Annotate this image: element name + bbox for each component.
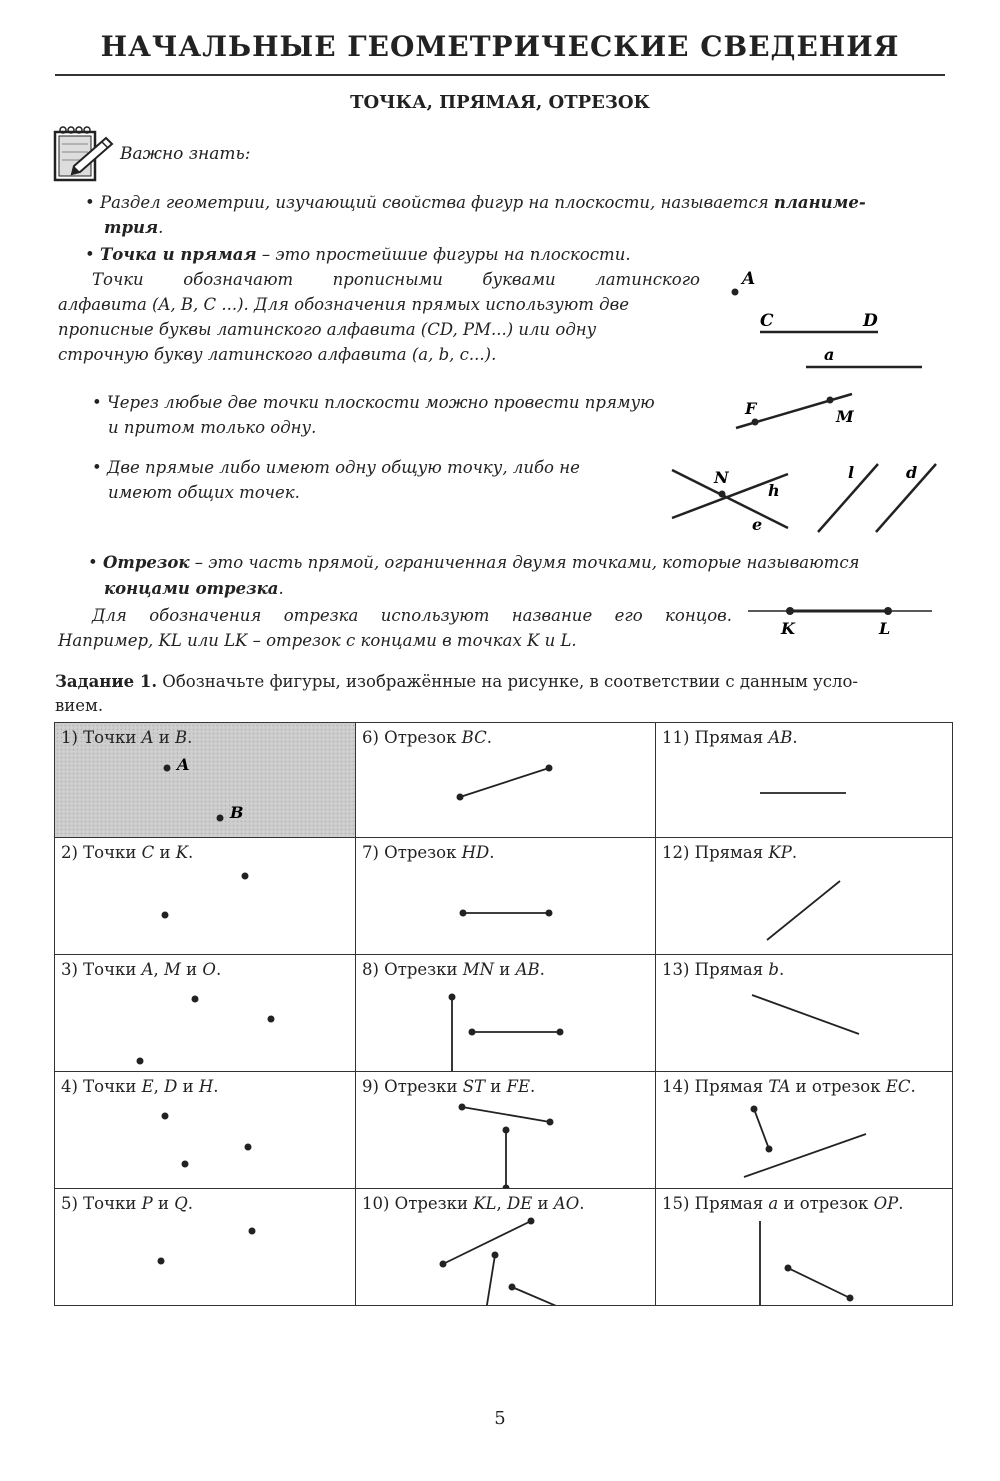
cell-label: 2) Точки C и K. — [61, 843, 194, 862]
cell-label: 11) Прямая AB. — [662, 728, 798, 747]
page-title: НАЧАЛЬНЫЕ ГЕОМЕТРИЧЕСКИЕ СВЕДЕНИЯ — [100, 30, 900, 63]
exercise-table — [54, 722, 953, 1306]
theory-notation-line1: Точки обозначают прописными буквами латинского — [92, 270, 700, 289]
theory-planimetry-cont — [104, 215, 163, 240]
term-segment-ends: концами отрезка — [104, 579, 279, 598]
cell-1[interactable] — [55, 723, 356, 838]
cell-label: 14) Прямая TA и отрезок EC. — [662, 1077, 916, 1096]
task-text-cont: вием. — [55, 696, 104, 715]
label-a-lower: a — [824, 345, 835, 364]
point-dot — [164, 765, 171, 772]
term-planimetry: планиме- — [773, 193, 866, 212]
cell-11-figure — [656, 723, 952, 837]
figure-segment-kl — [748, 598, 938, 642]
cell-label: 5) Точки P и Q. — [61, 1194, 193, 1213]
table-row — [55, 838, 953, 955]
notepad-pencil-icon — [52, 124, 114, 190]
theory-segment-naming-line1: Для обозначения отрезка используют название его концов. — [92, 606, 732, 625]
point-n-dot — [719, 491, 726, 498]
theory-notation-line3: прописные буквы латинского алфавита (CD, PM...) или одну — [58, 320, 597, 339]
theory-two-points — [92, 390, 655, 415]
label-h: h — [768, 481, 780, 500]
cell-15[interactable] — [656, 1189, 953, 1306]
title-underline — [55, 74, 945, 76]
cell-label: 9) Отрезки ST и FE. — [362, 1077, 536, 1096]
cell-10-figure — [356, 1189, 655, 1305]
table-row — [55, 955, 953, 1072]
label-l: l — [848, 463, 855, 482]
theory-notation-line2: алфавита (A, B, C ...). Для обозначения прямых используют две — [58, 295, 629, 314]
theory-two-points-line2: и притом только одну. — [108, 418, 317, 437]
table-row — [55, 1072, 953, 1189]
label-f: F — [745, 399, 757, 418]
figure-intersecting-parallel — [664, 456, 954, 538]
theory-text: – это часть прямой, ограниченная двумя точками, которые называются — [189, 553, 860, 572]
theory-segment-naming-line2: Например, KL или LK – отрезок с концами в точках K и L. — [58, 631, 577, 650]
point-k-dot — [786, 607, 794, 615]
cell-10[interactable] — [356, 1189, 656, 1306]
cell-label: 12) Прямая KP. — [662, 843, 798, 862]
cell-3[interactable] — [55, 955, 356, 1072]
theory-two-lines-line2: имеют общих точек. — [108, 483, 300, 502]
figure-line-fm — [730, 388, 870, 438]
cell-2[interactable] — [55, 838, 356, 955]
cell-1-figure — [55, 723, 355, 837]
cell-label: 1) Точки A и B. — [61, 728, 193, 747]
term-planimetry-end: трия — [104, 218, 159, 237]
cell-14-figure — [656, 1072, 952, 1188]
cell-7[interactable] — [356, 838, 656, 955]
cell-6-figure — [356, 723, 655, 837]
cell-9[interactable] — [356, 1072, 656, 1189]
table-row — [55, 723, 953, 838]
cell-15-figure — [656, 1189, 952, 1305]
label-point-a: A — [742, 269, 756, 289]
label-l-upper: L — [879, 619, 891, 638]
point-dot — [217, 815, 224, 822]
cell-label: 7) Отрезок HD. — [362, 843, 495, 862]
cell-8-figure — [356, 955, 655, 1071]
section-subtitle: ТОЧКА, ПРЯМАЯ, ОТРЕЗОК — [350, 92, 650, 113]
label-d-lower: d — [906, 463, 918, 482]
table-row — [55, 1189, 953, 1306]
cell-9-figure — [356, 1072, 655, 1188]
theory-planimetry — [85, 190, 945, 215]
theory-point-line — [85, 242, 631, 267]
theory-text: – это простейшие фигуры на плоскости. — [256, 245, 631, 264]
theory-segment — [88, 550, 948, 575]
label-d: D — [863, 311, 878, 331]
point-m-dot — [827, 397, 834, 404]
label-k: K — [781, 619, 795, 638]
cell-label: 4) Точки E, D и H. — [61, 1077, 219, 1096]
cell-5-figure — [55, 1189, 355, 1305]
label-c: C — [760, 311, 774, 331]
cell-6[interactable] — [356, 723, 656, 838]
cell-7-figure — [356, 838, 655, 954]
cell-label: 6) Отрезок BC. — [362, 728, 492, 747]
figure-point-and-lines — [720, 262, 940, 378]
point-a-dot — [732, 289, 739, 296]
label-point-a: A — [177, 755, 190, 774]
theory-notation-line4: строчную букву латинского алфавита (a, b, c...). — [58, 345, 497, 364]
term-point-line: Точка и прямая — [99, 245, 257, 264]
page-number: 5 — [494, 1408, 506, 1429]
cell-label: 3) Точки A, M и O. — [61, 960, 222, 979]
cell-8[interactable] — [356, 955, 656, 1072]
cell-13[interactable] — [656, 955, 953, 1072]
cell-3-figure — [55, 955, 355, 1071]
cell-label: 13) Прямая b. — [662, 960, 785, 979]
cell-12[interactable] — [656, 838, 953, 955]
cell-label: 15) Прямая a и отрезок OP. — [662, 1194, 904, 1213]
important-label: Важно знать: — [120, 144, 251, 164]
point-l-dot — [884, 607, 892, 615]
task-text: Обозначьте фигуры, изображённые на рисунке, в соответствии с данным усло- — [157, 672, 858, 691]
cell-5[interactable] — [55, 1189, 356, 1306]
task-label: Задание 1. — [55, 672, 158, 691]
cell-4-figure — [55, 1072, 355, 1188]
theory-text: Две прямые либо имеют одну общую точку, либо не — [106, 458, 580, 477]
cell-4[interactable] — [55, 1072, 356, 1189]
theory-two-lines — [92, 455, 580, 480]
term-segment: Отрезок — [102, 553, 190, 572]
text-period: . — [158, 218, 164, 237]
label-e: e — [752, 515, 763, 534]
cell-14[interactable] — [656, 1072, 953, 1189]
theory-segment-cont — [104, 576, 284, 601]
theory-text: Через любые две точки плоскости можно провести прямую — [106, 393, 655, 412]
cell-2-figure — [55, 838, 355, 954]
cell-13-figure — [656, 955, 952, 1071]
label-point-b: B — [230, 803, 244, 822]
task-1 — [55, 670, 945, 718]
cell-12-figure — [656, 838, 952, 954]
label-m: M — [836, 407, 854, 426]
text-period: . — [278, 579, 284, 598]
label-n: N — [714, 468, 729, 487]
point-f-dot — [752, 419, 759, 426]
cell-label: 8) Отрезки MN и AB. — [362, 960, 545, 979]
cell-label: 10) Отрезки KL, DE и AO. — [362, 1194, 585, 1213]
cell-11[interactable] — [656, 723, 953, 838]
theory-text: Раздел геометрии, изучающий свойства фигур на плоскости, называется — [99, 193, 774, 212]
